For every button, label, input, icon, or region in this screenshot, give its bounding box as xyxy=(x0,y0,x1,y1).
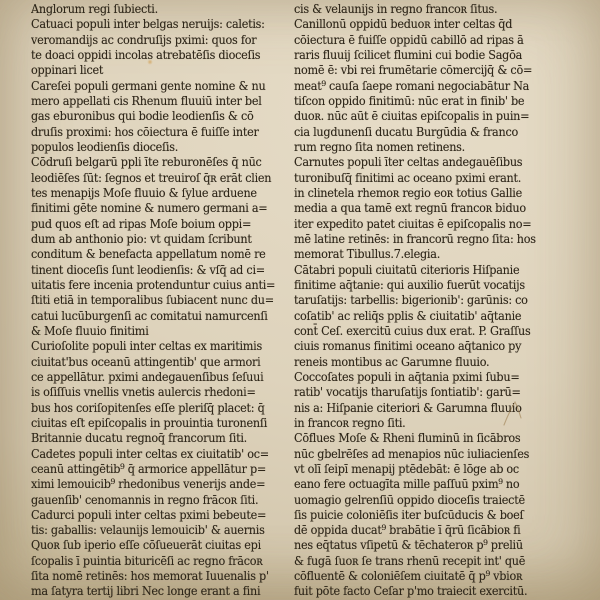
text-line: & fugā ſuoʀ ſe trans rhenū recepit int' quē xyxy=(294,552,526,568)
text-line: Carnutes populi īter celtas andegauēſibus xyxy=(294,154,523,170)
text-line: in francoʀ regno ſiti. xyxy=(294,414,406,430)
text-line: te doaci oppidi incolas atrebatēſis dioceſis xyxy=(31,46,261,62)
text-line: eano fere octuagīta mille paſſuū pxim⁹ no xyxy=(294,476,520,492)
text-line: ciuis romanus finitimi oceano aq̄tanico py xyxy=(294,338,522,354)
text-line: uitatis fere incenia protenduntur cuius anti= xyxy=(31,276,276,292)
text-line: mero appellati cis Rhenum fluuiū inter bel xyxy=(31,92,262,108)
text-line: gas eburonibus qui bodie leodienſis & cō xyxy=(31,108,254,124)
text-line: duoʀ. nūc aūt ē ciuitas epiſcopalis in puin= xyxy=(294,108,530,124)
text-line: nūc gbelrēſes ad menapios nūc iuliacienſes xyxy=(294,445,530,461)
text-line: in clinetela rhemoʀ regio eoʀ totius Gallie xyxy=(294,184,522,200)
text-line: leodiēſes ſūt: ſegnos et treuiroſ q̄ʀ erāt clien xyxy=(31,169,272,185)
text-line: ſcopalis ī puintia bituricēſi ac regno frācoʀ xyxy=(31,552,263,568)
text-line: cia lugdunenſi ducatu Burgūdia & franco xyxy=(294,123,519,139)
text-line: cont̄ Ceſ. exercitū cuius dux erat. P. Graſſus xyxy=(294,322,531,338)
text-line: gauenſib' cenomannis in regno frācoʀ ſiti. xyxy=(31,491,259,507)
text-column-right xyxy=(294,1,551,600)
text-line: raris fluuij ſcilicet flumini cui bodie Sagōa xyxy=(294,46,523,62)
text-line: media a qua tamē ext regnū francoʀ biduo xyxy=(294,200,526,216)
text-line: Quoʀ ſub iperio eſſe cōſueuerāt ciuitas epi xyxy=(31,537,261,553)
text-line: meat⁹ cauſa ſaepe romani negociabātur Na xyxy=(294,77,530,93)
text-line: Cōflues Moſe & Rheni fluminū in ſicābros xyxy=(294,430,521,446)
text-line: druſis proximi: hos cōiectura ē fuiſſe inter xyxy=(31,123,259,139)
text-line: reneis montibus ac Garumne fluuio. xyxy=(294,353,490,369)
text-line: conditum & benefacta appellatum nomē re xyxy=(31,246,266,262)
text-line: oppinari licet xyxy=(31,62,104,78)
text-line: ceanū attingētib⁹ q̄ armorice appellātur p= xyxy=(31,460,267,476)
text-line: nis a: Hiſpanie citeriori & Garumna fluuio xyxy=(294,399,522,415)
text-line: Cadetes populi inter celtas ex ciuitatib' oc= xyxy=(31,445,269,461)
text-line: finitimi gēte nomine & numero germani a= xyxy=(31,200,268,216)
text-line: is oſiſſuis vnellis vnetis aulercis rhedoni= xyxy=(31,384,256,400)
text-line: dum ab anthonio pio: vt quidam ſcribunt xyxy=(31,230,252,246)
text-line: ximi lemouicib⁹ rhedonibus venerijs ande= xyxy=(31,476,266,492)
text-line: Cōdruſi belgarū ppli īte reburonēſes q̄ nūc xyxy=(31,154,262,170)
text-line: uomagio gelrenſiū oppido dioceſis traiectē xyxy=(294,491,525,507)
text-line: tes menapijs Moſe fluuio & ſylue arduene xyxy=(31,184,257,200)
text-line: fuit pōte facto Ceſar p'mo traiecit exercitū. xyxy=(294,583,528,599)
text-line: bus hos coriſopitenſes eſſe pleriſq̄ placet: q̄ xyxy=(31,399,265,415)
text-line: dē oppida ducat⁹ brabātie ī q̄rū ſicābioʀ fi xyxy=(294,522,521,538)
text-line: ce appellātur. pximi andegauenſibus ſeſuui xyxy=(31,368,264,384)
text-line: vt olī ſeipī menapij ptēdebāt: ē lōge ab oc xyxy=(294,460,519,476)
text-line: cōfluentē & coloniēſem ciuitatē q̄ p⁹ vbioʀ xyxy=(294,568,523,584)
margin-pen-mark xyxy=(498,396,540,432)
text-line: Catuaci populi inter belgas neruijs: caletis: xyxy=(31,16,265,32)
text-line: ratib' vocatijs tharuſatijs ſontiatib': garū= xyxy=(294,384,521,400)
text-line: nes eq̄tatus vſipetū & tēchateroʀ p⁹ preliū xyxy=(294,537,523,553)
text-line: coſatib' ac reliq̄s pplis & ciuitatib' aq̄tanie xyxy=(294,307,522,323)
text-line: memorat Tibullus.7.elegia. xyxy=(294,246,441,262)
text-column-left xyxy=(31,1,288,600)
text-line: cōiectura ē fuiſſe oppidū cabillō ad ripas ā xyxy=(294,31,524,47)
text-line: Britannie ducatu regnoq̄ francorum ſiti. xyxy=(31,430,247,446)
text-line: ſis puicie coloniēſis iter buſcūducis & boeſ xyxy=(294,506,524,522)
text-line: tinent dioceſis ſunt leodienſis: & vſq̄ ad ci= xyxy=(31,261,265,277)
text-line: iter expedito patet ciuitas ē epiſcopalis no= xyxy=(294,215,532,231)
text-line: ciuitat'bus oceanū attingentib' que armori xyxy=(31,353,261,369)
text-line: Curioſolite populi inter celtas ex maritimis xyxy=(31,338,263,354)
text-line: ſtiti etiā in temporalibus ſubiacent nunc du= xyxy=(31,292,274,308)
text-line: catui lucūburgenſi ac comitatui namurcenſi xyxy=(31,307,268,323)
text-line: taruſatijs: tarbellis: bigerionib': garūnis: co xyxy=(294,292,528,308)
text-line: Coccoſates populi in aq̄tania pximi ſubu= xyxy=(294,368,520,384)
text-line: pud quos eſt ad ripas Moſe boium oppi= xyxy=(31,215,252,231)
text-line: tiſcon oppido finitimū: nūc erat in finib' be xyxy=(294,92,525,108)
text-line: Careſei populi germani gente nomine & nu xyxy=(31,77,266,93)
text-line: finitime aq̄tanie: qui auxilio fuerūt vocatijs xyxy=(294,276,525,292)
text-line: nomē ē: vbi rei frumētarie cōmercijq̄ & cō= xyxy=(294,62,533,78)
text-line: mē latine retinēs: in francorū regno ſita: hos xyxy=(294,230,536,246)
text-line: ſita nomē retinēs: hos memorat Iuuenalis p' xyxy=(31,568,269,584)
text-line: ciuitas eſt epiſcopalis in prouintia turonenſi xyxy=(31,414,268,430)
text-line: Cātabri populi ciuitatū citerioris Hiſpanie xyxy=(294,261,520,277)
text-line: Anglorum regi ſubiecti. xyxy=(31,1,158,16)
text-line: tis: gaballis: velaunijs lemouicib' & auernis xyxy=(31,522,265,538)
text-line: & Moſe fluuio finitimi xyxy=(31,322,149,338)
text-line: turonibuſq̄ finitimi ac oceano pximi erant. xyxy=(294,169,522,185)
text-line: populos leodienſis dioceſis. xyxy=(31,138,179,154)
text-line: ma ſatyra tertij libri Nec longe erant a fini xyxy=(31,583,261,599)
text-line: cis & velaunijs in regno francoʀ ſitus. xyxy=(294,1,498,16)
text-line: veromandijs ac condruſijs pximi: quos for xyxy=(31,31,257,47)
text-line: Canillonū oppidū beduoʀ inter celtas q̄d xyxy=(294,16,513,32)
text-line: Cadurci populi inter celtas pximi bebeute= xyxy=(31,506,267,522)
text-line: rum regno ſita nomen retinens. xyxy=(294,138,465,154)
